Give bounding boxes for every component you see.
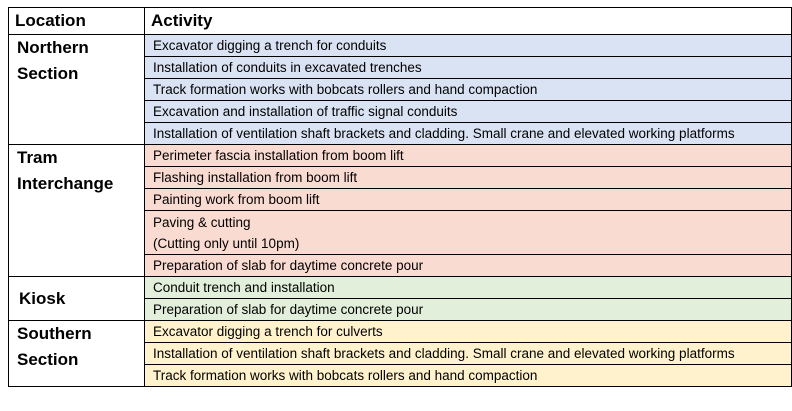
table-row [9,321,792,343]
activity-cell [145,211,792,255]
activity-cell: Installation of conduits in excavated trenches [145,57,792,79]
activity-column-header: Activity [145,8,792,35]
section-northern [9,35,792,145]
location-label: Northern [17,38,89,57]
activity-cell: Flashing installation from boom lift [145,167,792,189]
activity-cell: Track formation works with bobcats rollers and hand compaction [145,365,792,387]
activity-cell: Preparation of slab for daytime concrete pour [145,299,792,321]
location-label: Section [17,350,79,369]
activity-cell: Painting work from boom lift [145,189,792,211]
activity-cell: Track formation works with bobcats rollers and hand compaction [145,79,792,101]
location-label: Interchange [17,174,114,193]
table-row [9,145,792,167]
location-cell [9,145,145,277]
activity-cell: Installation of ventilation shaft brackets and cladding. Small crane and elevated working platforms [145,343,792,365]
header-row [9,8,792,35]
activity-cell: Excavator digging a trench for culverts [145,321,792,343]
section-southern [9,321,792,387]
location-cell [9,277,145,321]
location-column-header: Location [9,8,145,35]
table-row [9,277,792,299]
location-label: Southern [17,324,92,343]
location-cell [9,35,145,145]
activity-line: Paving & cutting [153,214,251,230]
location-label: Tram [17,148,58,167]
table-row [9,35,792,57]
location-label: Kiosk [19,288,66,308]
activity-cell: Perimeter fascia installation from boom lift [145,145,792,167]
activity-cell: Excavator digging a trench for conduits [145,35,792,57]
activity-cell: Installation of ventilation shaft brackets and cladding. Small crane and elevated working platforms [145,123,792,145]
section-tram-interchange [9,145,792,277]
activity-schedule-table [8,7,792,387]
activity-note: (Cutting only until 10pm) [153,235,300,251]
activity-cell: Preparation of slab for daytime concrete pour [145,255,792,277]
location-cell [9,321,145,387]
section-kiosk [9,277,792,321]
activity-cell: Conduit trench and installation [145,277,792,299]
location-label: Section [17,64,79,83]
activity-cell: Excavation and installation of traffic signal conduits [145,101,792,123]
